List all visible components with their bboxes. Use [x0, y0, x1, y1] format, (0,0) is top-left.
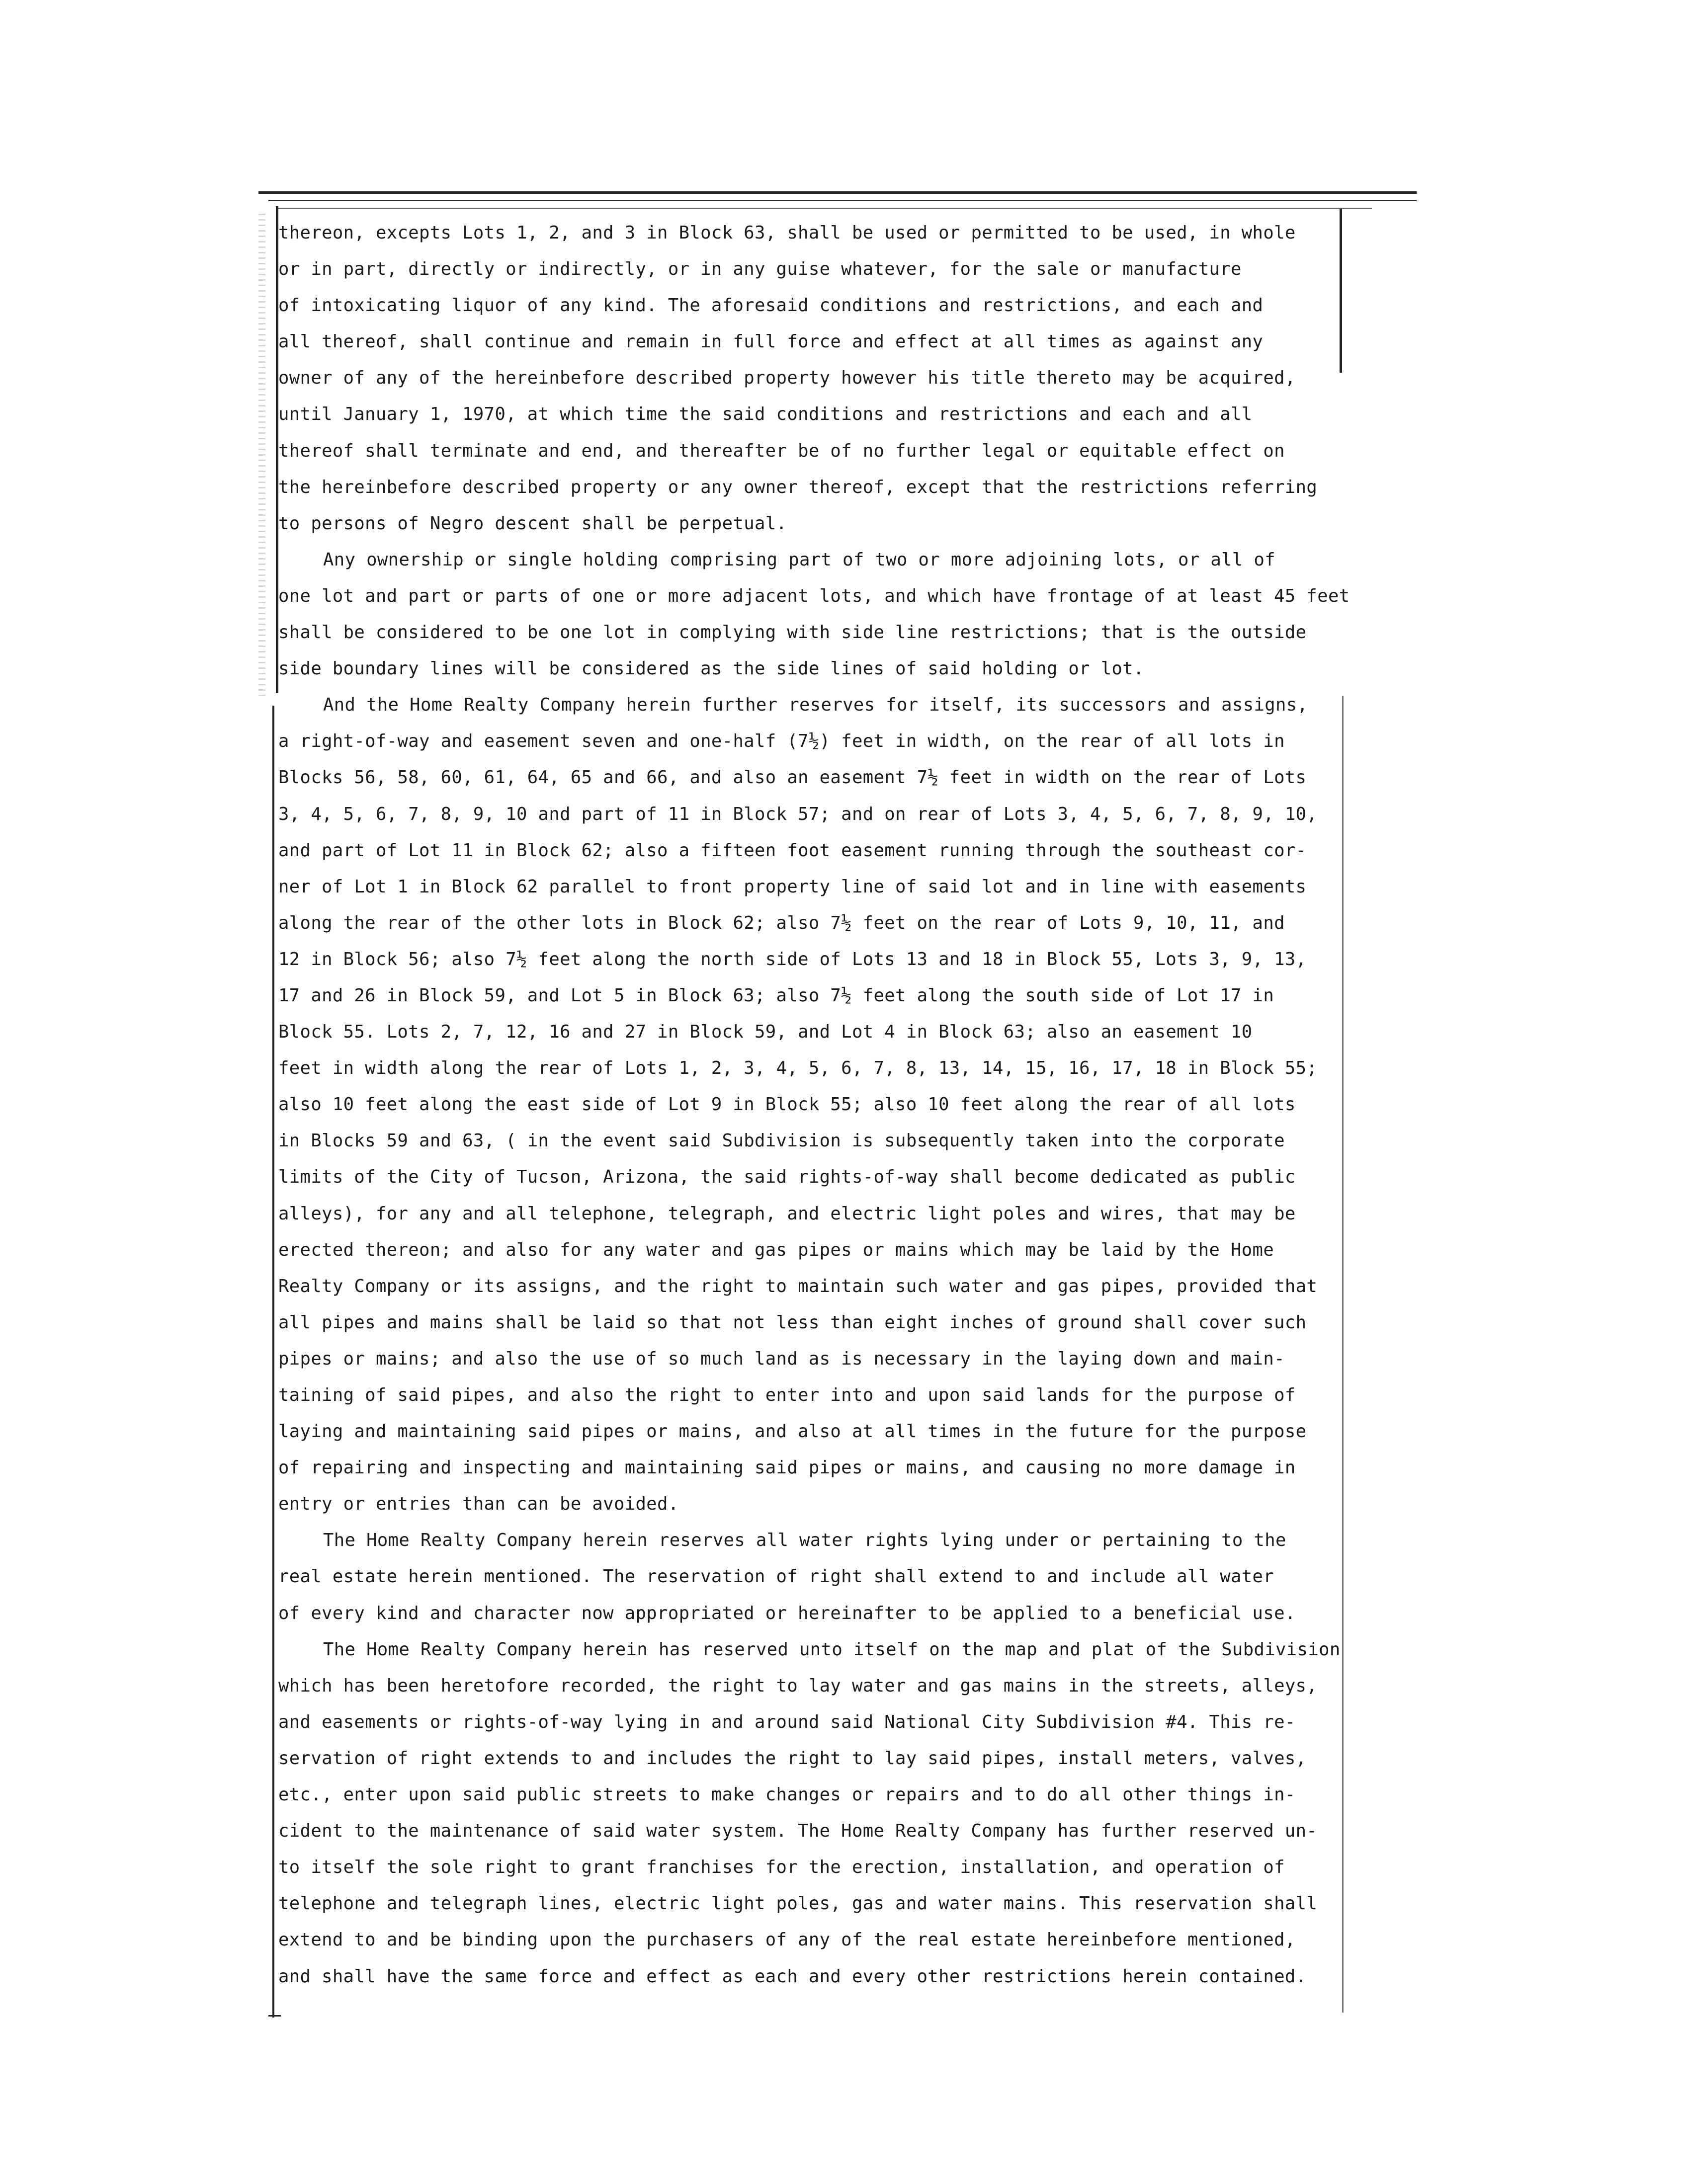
text-line: extend to and be binding upon the purchasers of any of the real estate hereinbefore mentioned,	[278, 1930, 1296, 1950]
text-line: thereof shall terminate and end, and thereafter be of no further legal or equitable effect on	[278, 440, 1285, 461]
text-line: and part of Lot 11 in Block 62; also a fifteen foot easement running through the southeast cor-	[278, 840, 1307, 861]
text-line: of every kind and character now appropriated or hereinafter to be applied to a beneficial use.	[278, 1603, 1296, 1623]
top-rule-faint	[278, 208, 1372, 209]
text-line: 17 and 26 in Block 59, and Lot 5 in Block 63; also 7½ feet along the south side of Lot 17 in	[278, 985, 1274, 1006]
text-line: taining of said pipes, and also the right to enter into and upon said lands for the purpose of	[278, 1385, 1296, 1405]
text-line: the hereinbefore described property or any owner thereof, except that the restrictions referring	[278, 477, 1318, 497]
text-line: etc., enter upon said public streets to make changes or repairs and to do all other things in-	[278, 1784, 1296, 1805]
text-line: Realty Company or its assigns, and the right to maintain such water and gas pipes, provided that	[278, 1276, 1318, 1296]
text-line: also 10 feet along the east side of Lot 9 in Block 55; also 10 feet along the rear of all lots	[278, 1094, 1296, 1115]
text-line: feet in width along the rear of Lots 1, 2, 3, 4, 5, 6, 7, 8, 13, 14, 15, 16, 17, 18 in Block 55;	[278, 1058, 1318, 1079]
text-line: erected thereon; and also for any water and gas pipes or mains which may be laid by the Home	[278, 1239, 1274, 1260]
text-line: ner of Lot 1 in Block 62 parallel to front property line of said lot and in line with easements	[278, 876, 1307, 897]
paragraph-start-line: Any ownership or single holding comprising part of two or more adjoining lots, or all of	[323, 549, 1276, 570]
text-line: servation of right extends to and includes the right to lay said pipes, install meters, valves,	[278, 1748, 1307, 1769]
text-line: in Blocks 59 and 63, ( in the event said Subdivision is subsequently taken into the corporate	[278, 1131, 1285, 1151]
document-body	[278, 215, 1350, 1995]
text-line: 12 in Block 56; also 7½ feet along the north side of Lots 13 and 18 in Block 55, Lots 3, 9, 13,	[278, 949, 1307, 970]
text-line: along the rear of the other lots in Block 62; also 7½ feet on the rear of Lots 9, 10, 11, and	[278, 912, 1285, 933]
text-line: 3, 4, 5, 6, 7, 8, 9, 10 and part of 11 in Block 57; and on rear of Lots 3, 4, 5, 6, 7, 8, 9, 10,	[278, 804, 1318, 824]
text-line: and shall have the same force and effect as each and every other restrictions herein contained.	[278, 1966, 1307, 1987]
text-line: telephone and telegraph lines, electric light poles, gas and water mains. This reservation shall	[278, 1893, 1318, 1914]
text-line: of repairing and inspecting and maintaining said pipes or mains, and causing no more damage in	[278, 1457, 1296, 1478]
text-line: a right-of-way and easement seven and one-half (7½) feet in width, on the rear of all lots in	[278, 731, 1285, 752]
text-line: Block 55. Lots 2, 7, 12, 16 and 27 in Block 59, and Lot 4 in Block 63; also an easement 10	[278, 1022, 1253, 1043]
text-line: thereon, excepts Lots 1, 2, and 3 in Block 63, shall be used or permitted to be used, in whole	[278, 223, 1296, 243]
scan-noise	[258, 214, 265, 696]
text-line: of intoxicating liquor of any kind. The aforesaid conditions and restrictions, and each and	[278, 295, 1264, 316]
text-line: laying and maintaining said pipes or mains, and also at all times in the future for the purpose	[278, 1421, 1307, 1442]
text-line: or in part, directly or indirectly, or in any guise whatever, for the sale or manufacture	[278, 259, 1242, 280]
text-line: owner of any of the hereinbefore described property however his title thereto may be acquired,	[278, 368, 1296, 389]
text-line: real estate herein mentioned. The reservation of right shall extend to and include all water	[278, 1566, 1274, 1587]
paragraph-start-line: And the Home Realty Company herein further reserves for itself, its successors and assigns,	[323, 695, 1308, 716]
text-line: all thereof, shall continue and remain in full force and effect at all times as against any	[278, 331, 1264, 352]
text-line: Blocks 56, 58, 60, 61, 64, 65 and 66, and also an easement 7½ feet in width on the rear of Lots	[278, 767, 1307, 788]
text-line: entry or entries than can be avoided.	[278, 1494, 679, 1515]
left-margin-line	[272, 706, 274, 2018]
bottom-corner-mark	[268, 2015, 281, 2017]
text-line: and easements or rights-of-way lying in and around said National City Subdivision #4. This re-	[278, 1711, 1296, 1732]
text-line: one lot and part or parts of one or more adjacent lots, and which have frontage of at least 45 feet	[278, 585, 1350, 606]
text-line: side boundary lines will be considered as the side lines of said holding or lot.	[278, 658, 1144, 679]
text-line: cident to the maintenance of said water system. The Home Realty Company has further reserved un-	[278, 1821, 1318, 1842]
text-line: all pipes and mains shall be laid so that not less than eight inches of ground shall cover such	[278, 1312, 1307, 1333]
text-line: shall be considered to be one lot in complying with side line restrictions; that is the outside	[278, 622, 1307, 643]
text-line: to persons of Negro descent shall be perpetual.	[278, 513, 787, 534]
paragraph-start-line: The Home Realty Company herein reserves all water rights lying under or pertaining to the	[323, 1530, 1286, 1551]
paragraph-start-line: The Home Realty Company herein has reserved unto itself on the map and plat of the Subdivision	[323, 1639, 1341, 1660]
top-rule-secondary	[268, 200, 1417, 201]
text-line: pipes or mains; and also the use of so much land as is necessary in the laying down and main-	[278, 1348, 1285, 1369]
text-line: to itself the sole right to grant franchises for the erection, installation, and operation of	[278, 1857, 1285, 1878]
top-rule	[258, 191, 1417, 194]
text-line: which has been heretofore recorded, the right to lay water and gas mains in the streets, alleys,	[278, 1675, 1318, 1696]
text-line: alleys), for any and all telephone, telegraph, and electric light poles and wires, that may be	[278, 1203, 1296, 1224]
text-line: until January 1, 1970, at which time the said conditions and restrictions and each and all	[278, 404, 1253, 425]
text-line: limits of the City of Tucson, Arizona, the said rights-of-way shall become dedicated as public	[278, 1167, 1296, 1188]
